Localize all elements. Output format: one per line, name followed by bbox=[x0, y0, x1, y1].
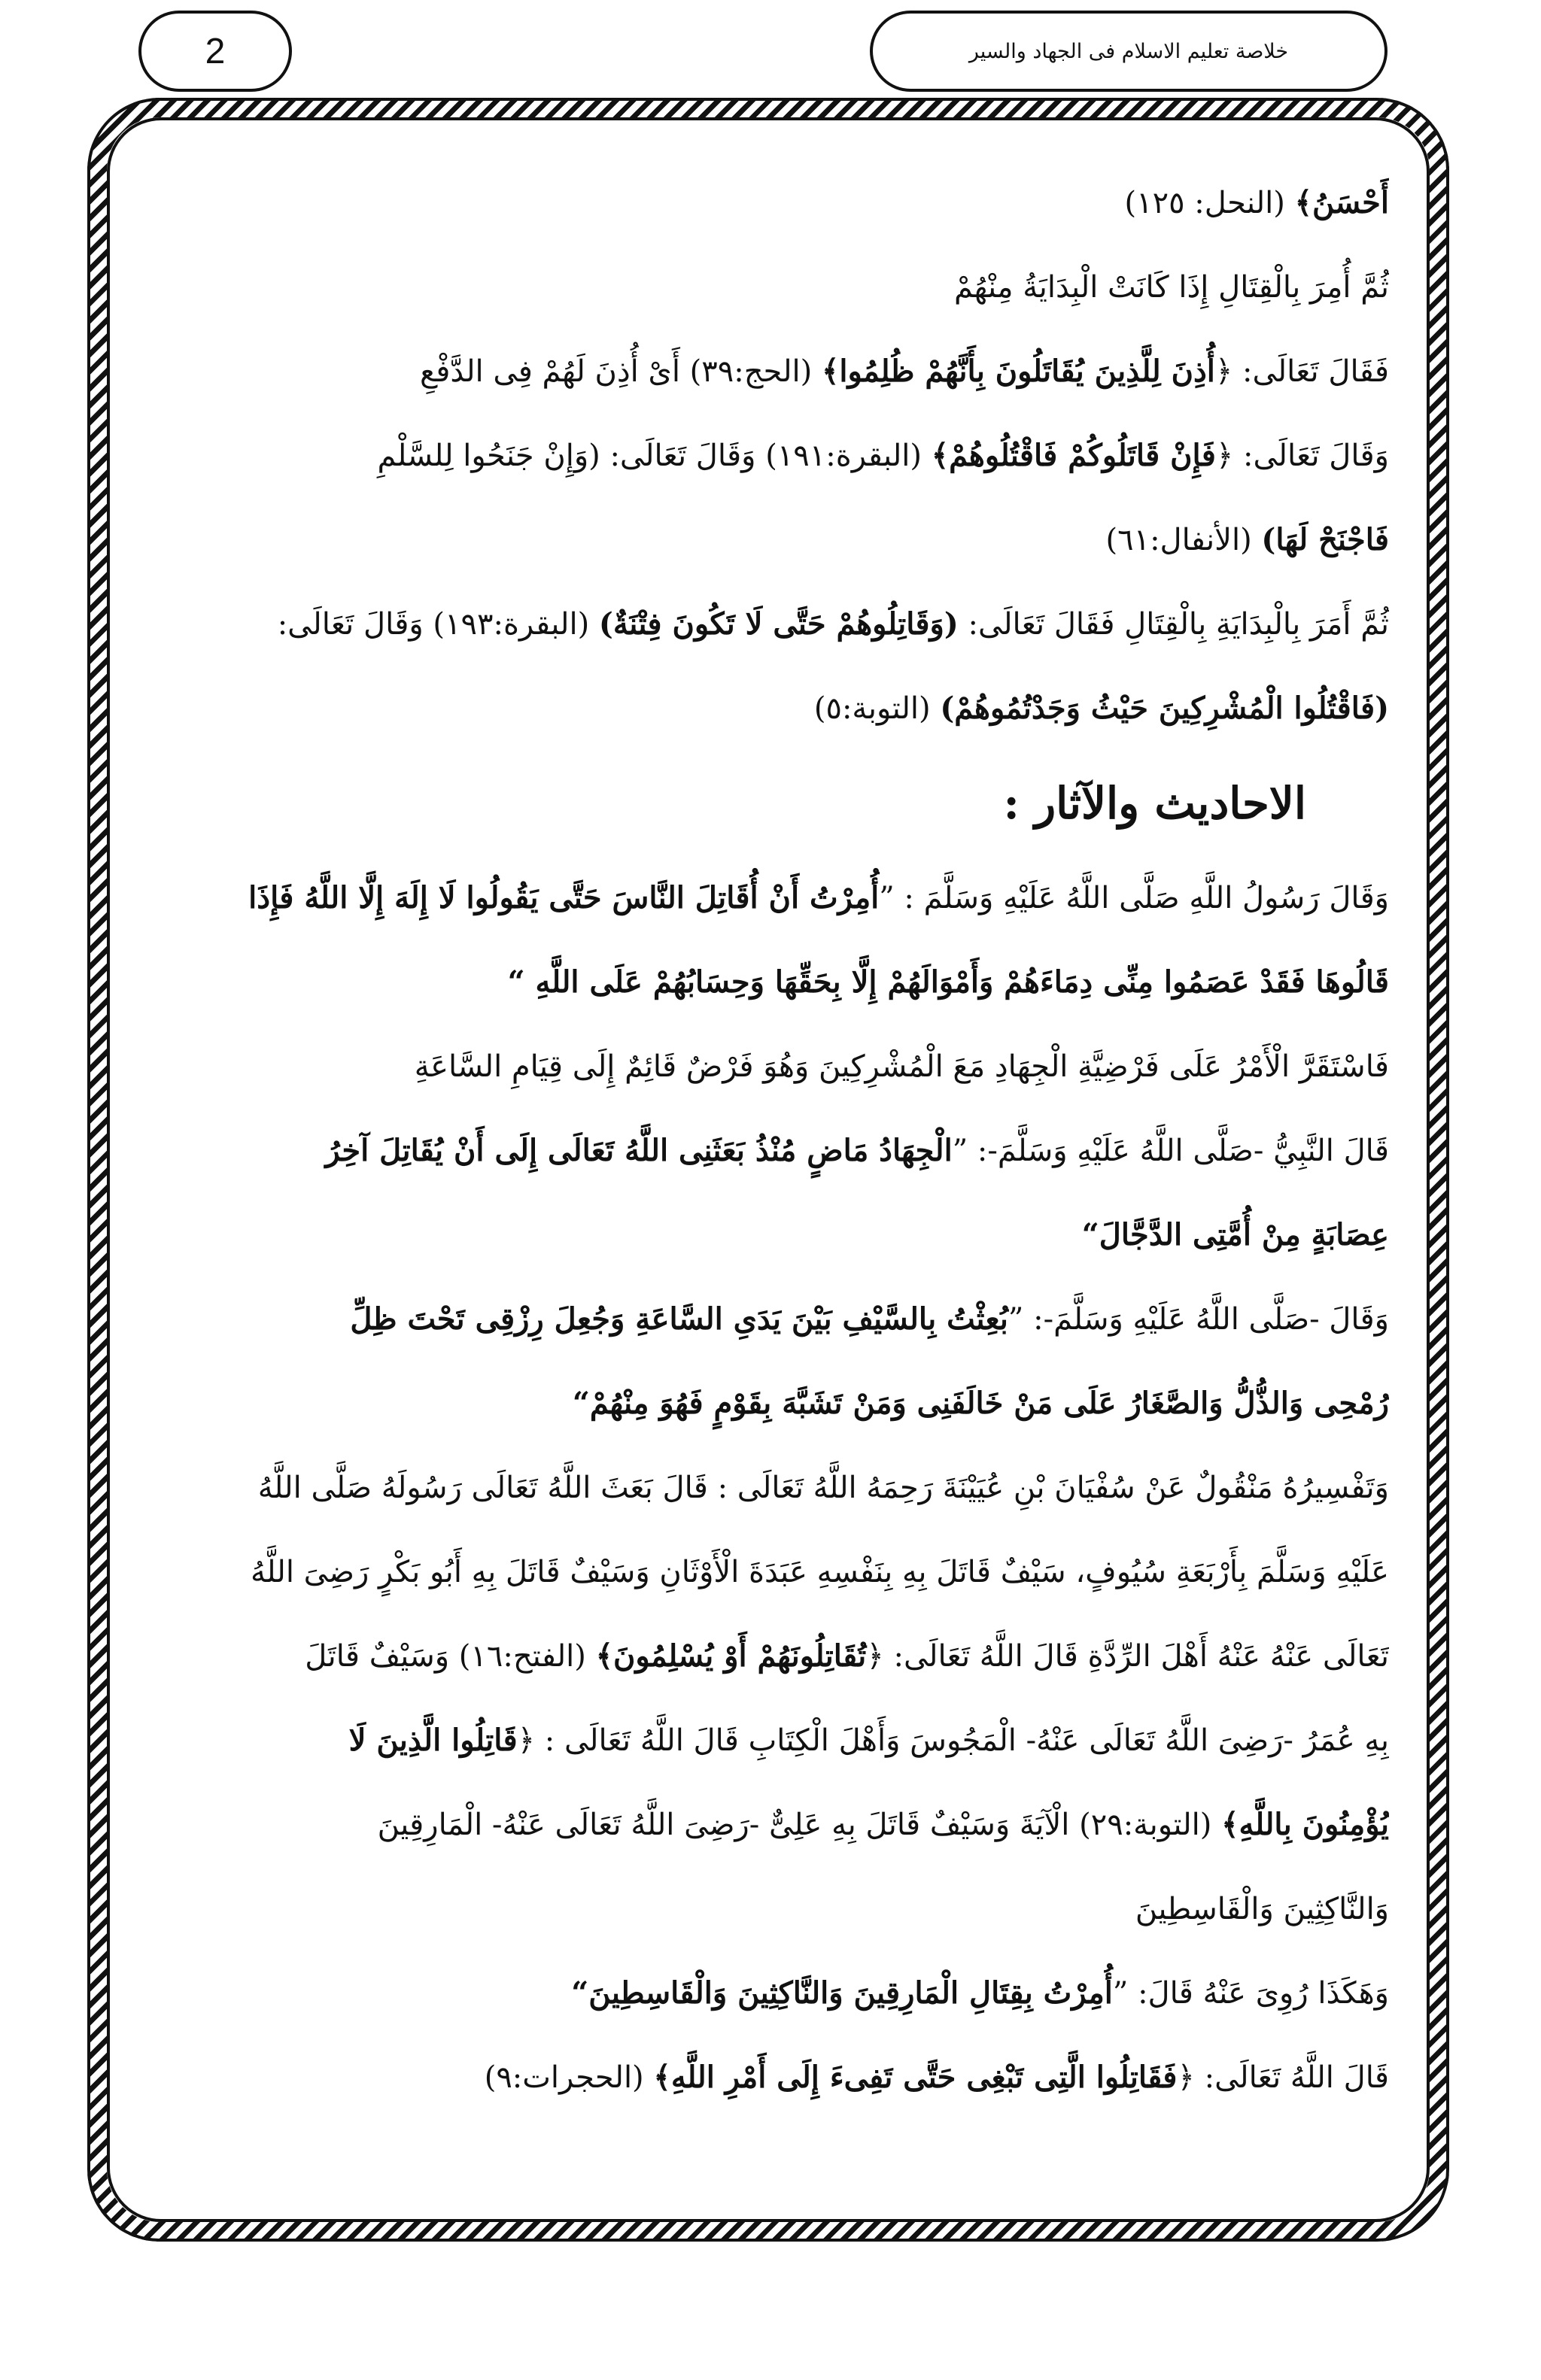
text-line bbox=[147, 1530, 1389, 1614]
line-text: (الحجرات:٩) bbox=[484, 2060, 654, 2095]
line-text: (النحل: ١٢٥) bbox=[1124, 186, 1295, 220]
text-line bbox=[147, 1614, 1389, 1698]
running-header-box bbox=[870, 11, 1388, 92]
quoted-text: فَاجْنَحْ لَهَا) bbox=[1261, 522, 1389, 557]
line-text: وَتَفْسِيرُهُ مَنْقُولٌ عَنْ سُفْيَانَ بْنِ عُيَيْنَةَ رَحِمَهُ اللَّهُ تَعَالَى : قَالَ بَعَثَ اللَّهُ تَعَالَى رَسُولَهُ صَلَّى اللَّهُ bbox=[257, 1471, 1389, 1505]
hadith-block bbox=[147, 856, 1389, 2120]
section-heading: الاحاديث والآثار : bbox=[1003, 778, 1306, 829]
text-line bbox=[147, 1951, 1389, 2035]
text-line bbox=[147, 1025, 1389, 1109]
quoted-text: أُمِرْتُ أَنْ أُقَاتِلَ النَّاسَ حَتَّى يَقُولُوا لَا إِلَهَ إِلَّا اللَّهُ فَإِذَا bbox=[248, 880, 880, 915]
line-text: وَقَالَ تَعَالَى: ﴿ bbox=[1215, 439, 1389, 473]
page-body bbox=[147, 161, 1389, 2120]
text-line bbox=[147, 1193, 1389, 1277]
quoted-text: قَالُوهَا فَقَدْ عَصَمُوا مِنِّى دِمَاءَهُمْ وَأَمْوَالَهُمْ إِلَّا بِحَقِّهَا وَحِسَابُهُمْ عَلَى اللَّهِ “ bbox=[507, 964, 1389, 1000]
line-text: ثُمَّ أَمَرَ بِالْبِدَايَةِ بِالْقِتَالِ فَقَالَ تَعَالَى: bbox=[958, 607, 1389, 642]
quoted-text: فَإِنْ قَاتَلُوكُمْ فَاقْتُلُوهُمْ﴾ bbox=[931, 438, 1216, 473]
line-text: فَقَالَ تَعَالَى: ﴿ bbox=[1214, 354, 1389, 389]
running-header-title: خلاصة تعلیم الاسلام فی الجهاد والسیر bbox=[968, 39, 1289, 63]
line-text: (التوبة:٢٩) الْآيَةَ وَسَيْفٌ قَاتَلَ بِهِ عَلِىٌّ -رَضِىَ اللَّهُ تَعَالَى عَنْهُ- الْمَارِقِينَ bbox=[377, 1808, 1222, 1842]
text-line bbox=[147, 1698, 1389, 1783]
text-line bbox=[147, 582, 1389, 666]
line-text: (الأنفال:٦١) bbox=[1105, 523, 1262, 557]
quoted-text: رُمْحِى وَالذُّلُّ وَالصَّغَارُ عَلَى مَنْ خَالَفَنِى وَمَنْ تَشَبَّهَ بِقَوْمٍ فَهُوَ مِنْهُمْ“ bbox=[572, 1386, 1389, 1421]
quoted-text: الْجِهَادُ مَاضٍ مُنْذُ بَعَثَنِى اللَّهُ تَعَالَى إِلَى أَنْ يُقَاتِلَ آخِرُ bbox=[325, 1133, 953, 1168]
page-number: 2 bbox=[205, 31, 226, 71]
text-line bbox=[147, 2035, 1389, 2120]
line-text: ثُمَّ أُمِرَ بِالْقِتَالِ إِذَا كَانَتْ الْبِدَايَةُ مِنْهُمْ bbox=[953, 270, 1389, 305]
text-line bbox=[147, 329, 1389, 414]
quoted-text: (فَاقْتُلُوا الْمُشْرِكِينَ حَيْثُ وَجَدْتُمُوهُمْ) bbox=[940, 691, 1389, 726]
line-text: عَلَيْهِ وَسَلَّمَ بِأَرْبَعَةِ سُيُوفٍ، سَيْفٌ قَاتَلَ بِهِ بِنَفْسِهِ عَبَدَةَ الْأَوْثَانِ وَسَيْفٌ قَاتَلَ بِهِ أَبُو بَكْرٍ رَضِىَ اللَّهُ bbox=[250, 1555, 1389, 1589]
line-text: (التوبة:٥) bbox=[813, 691, 941, 726]
quoted-text: (وَقَاتِلُوهُمْ حَتَّى لَا تَكُونَ فِتْنَةٌ) bbox=[598, 606, 959, 642]
quoted-text: أُمِرْتُ بِقِتَالِ الْمَارِقِينَ وَالنَّاكِثِينَ وَالْقَاسِطِينَ“ bbox=[571, 1975, 1113, 2011]
text-line bbox=[147, 1109, 1389, 1193]
line-text: (البقرة:١٩١) وَقَالَ تَعَالَى: (وَإِنْ جَنَحُوا لِلسَّلْمِ bbox=[377, 439, 932, 473]
quoted-text: قَاتِلُوا الَّذِينَ لَا bbox=[348, 1723, 518, 1758]
line-text: بِهِ عُمَرُ -رَضِىَ اللَّهُ تَعَالَى عَنْهُ- الْمَجُوسَ وَأَهْلَ الْكِتَابِ قَالَ اللَّهُ تَعَالَى : ﴿ bbox=[517, 1723, 1389, 1758]
text-line bbox=[147, 498, 1389, 582]
text-line bbox=[147, 1446, 1389, 1530]
text-line bbox=[147, 414, 1389, 498]
text-line bbox=[147, 940, 1389, 1025]
line-text: وَهَكَذَا رُوِىَ عَنْهُ قَالَ: ” bbox=[1112, 1976, 1389, 2011]
line-text: (الحج:٣٩) أَىْ أُذِنَ لَهُمْ فِى الدَّفْعِ bbox=[419, 354, 822, 389]
quoted-text: يُؤْمِنُونَ بِاللَّهِ﴾ bbox=[1221, 1807, 1389, 1842]
line-text: فَاسْتَقَرَّ الْأَمْرُ عَلَى فَرْضِيَّةِ الْجِهَادِ مَعَ الْمُشْرِكِينَ وَهُوَ فَرْضٌ قَائِمٌ إِلَى قِيَامِ السَّاعَةِ bbox=[414, 1049, 1389, 1084]
line-text: وَقَالَ رَسُولُ اللَّهِ صَلَّى اللَّهُ عَلَيْهِ وَسَلَّمَ : ” bbox=[879, 881, 1389, 915]
quoted-text: عِصَابَةٍ مِنْ أُمَّتِى الدَّجَّالَ“ bbox=[1081, 1217, 1389, 1252]
page-number-box bbox=[138, 11, 292, 92]
quoted-text: فَقَاتِلُوا الَّتِى تَبْغِى حَتَّى تَفِىءَ إِلَى أَمْرِ اللَّهِ﴾ bbox=[653, 2060, 1178, 2095]
line-text: وَالنَّاكِثِينَ وَالْقَاسِطِينَ bbox=[1135, 1892, 1389, 1926]
line-text: قَالَ اللَّهُ تَعَالَى: ﴿ bbox=[1177, 2060, 1389, 2095]
text-line bbox=[147, 1867, 1389, 1951]
line-text: وَقَالَ -صَلَّى اللَّهُ عَلَيْهِ وَسَلَّمَ-: ” bbox=[1008, 1302, 1389, 1337]
text-line bbox=[147, 1277, 1389, 1362]
text-line bbox=[147, 666, 1389, 751]
quoted-text: تُقَاتِلُونَهُمْ أَوْ يُسْلِمُونَ﴾ bbox=[595, 1638, 867, 1674]
quoted-text: بُعِثْتُ بِالسَّيْفِ بَيْنَ يَدَىِ السَّاعَةِ وَجُعِلَ رِزْقِى تَحْتَ ظِلِّ bbox=[350, 1301, 1008, 1337]
quoted-text: أُذِنَ لِلَّذِينَ يُقَاتَلُونَ بِأَنَّهُمْ ظُلِمُوا﴾ bbox=[821, 354, 1215, 389]
text-line bbox=[147, 856, 1389, 940]
line-text: (البقرة:١٩٣) وَقَالَ تَعَالَى: bbox=[277, 607, 599, 642]
quoted-text: أَحْسَنُ﴾ bbox=[1294, 185, 1389, 220]
line-text: تَعَالَى عَنْهُ عَنْهُ أَهْلَ الرِّدَّةِ قَالَ اللَّهُ تَعَالَى: ﴿ bbox=[866, 1639, 1389, 1674]
text-line bbox=[147, 1783, 1389, 1867]
line-text: (الفتح:١٦) وَسَيْفٌ قَاتَلَ bbox=[305, 1639, 596, 1674]
text-line bbox=[147, 161, 1389, 245]
text-line bbox=[147, 245, 1389, 329]
line-text: قَالَ النَّبِيُّ -صَلَّى اللَّهُ عَلَيْهِ وَسَلَّمَ-: ” bbox=[952, 1134, 1389, 1168]
text-line bbox=[147, 1362, 1389, 1446]
quran-verses-block bbox=[147, 161, 1389, 751]
